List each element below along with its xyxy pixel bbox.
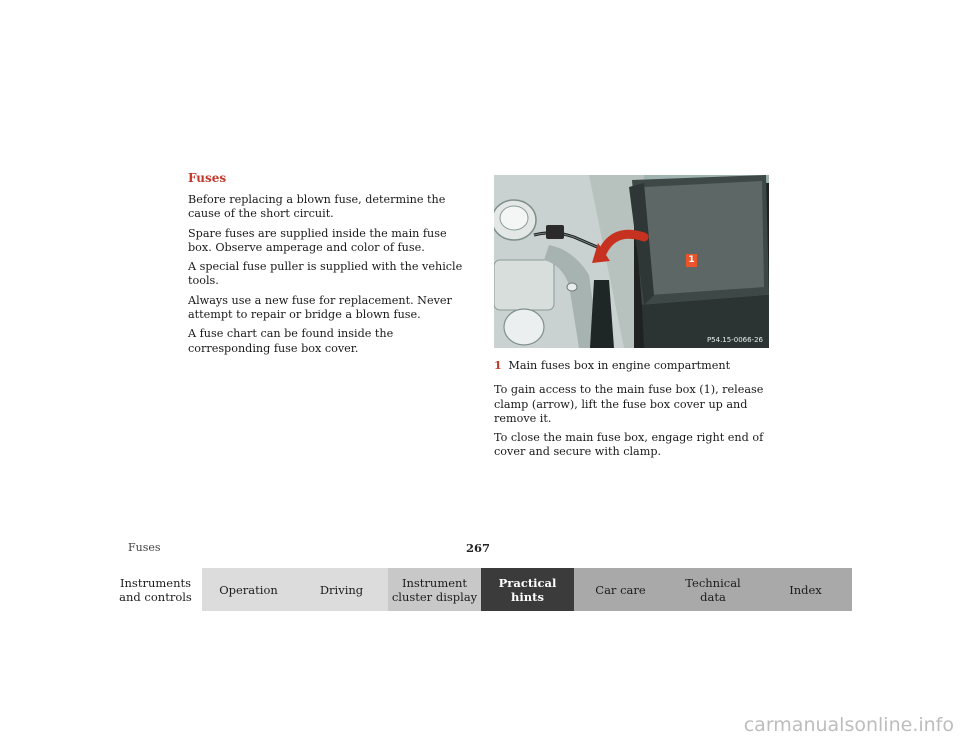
paragraph: A special fuse puller is supplied with the vehicle tools. (188, 260, 463, 288)
nav-tab-technical-data[interactable] (667, 568, 759, 611)
nav-tab-label: Index (789, 582, 822, 597)
nav-tab-operation[interactable] (202, 568, 295, 611)
nav-tab-car-care[interactable] (574, 568, 667, 611)
paragraph: Always use a new fuse for replacement. Never attempt to repair or bridge a blown fuse. (188, 293, 452, 322)
engine-compartment-drawing (494, 175, 769, 348)
caption-number: 1 (494, 358, 502, 372)
caption-text: Main fuses box in engine compartment (508, 359, 731, 372)
chapter-navigation (109, 568, 852, 611)
paragraph: A fuse chart can be found inside the corresponding fuse box cover. (188, 327, 394, 355)
figure-notes (494, 358, 774, 465)
nav-tab-label: Driving (319, 582, 364, 597)
fuse-box-illustration (494, 175, 769, 348)
instruction-paragraph: To close the main fuse box, engage right end of cover and secure with clamp. (494, 431, 764, 459)
nav-tab-label: Practical hints (498, 575, 557, 604)
figure-caption (494, 358, 774, 373)
nav-tab-label: Instruments and controls (119, 575, 192, 604)
footer-section-title: Fuses (128, 541, 161, 554)
instruction-paragraph: To gain access to the main fuse box (1), release clamp (arrow), lift the fuse box cover up and remove it. (494, 383, 764, 425)
site-watermark: carmanualsonline.info (743, 714, 954, 736)
nav-tab-practical-hints[interactable] (481, 568, 574, 611)
paragraph: Spare fuses are supplied inside the main fuse box. Observe amperage and color of fuse. (188, 226, 447, 254)
nav-tab-label: Car care (595, 582, 646, 597)
section-heading: Fuses (188, 171, 227, 185)
callout-1-marker: 1 (686, 254, 697, 267)
nav-tab-label: Technical data (685, 575, 741, 604)
nav-tab-instruments-and-controls[interactable] (109, 568, 202, 611)
nav-tab-index[interactable] (759, 568, 852, 611)
page-number: 267 (466, 541, 491, 555)
paragraph: Before replacing a blown fuse, determine the cause of the short circuit. (188, 193, 446, 221)
figure-code: P54.15-0066-26 (706, 336, 763, 344)
nav-tab-label: Instrument cluster display (391, 575, 478, 604)
nav-tab-label: Operation (219, 582, 278, 597)
fuses-section (188, 171, 470, 361)
nav-tab-driving[interactable] (295, 568, 388, 611)
nav-tab-instrument-cluster-display[interactable] (388, 568, 481, 611)
